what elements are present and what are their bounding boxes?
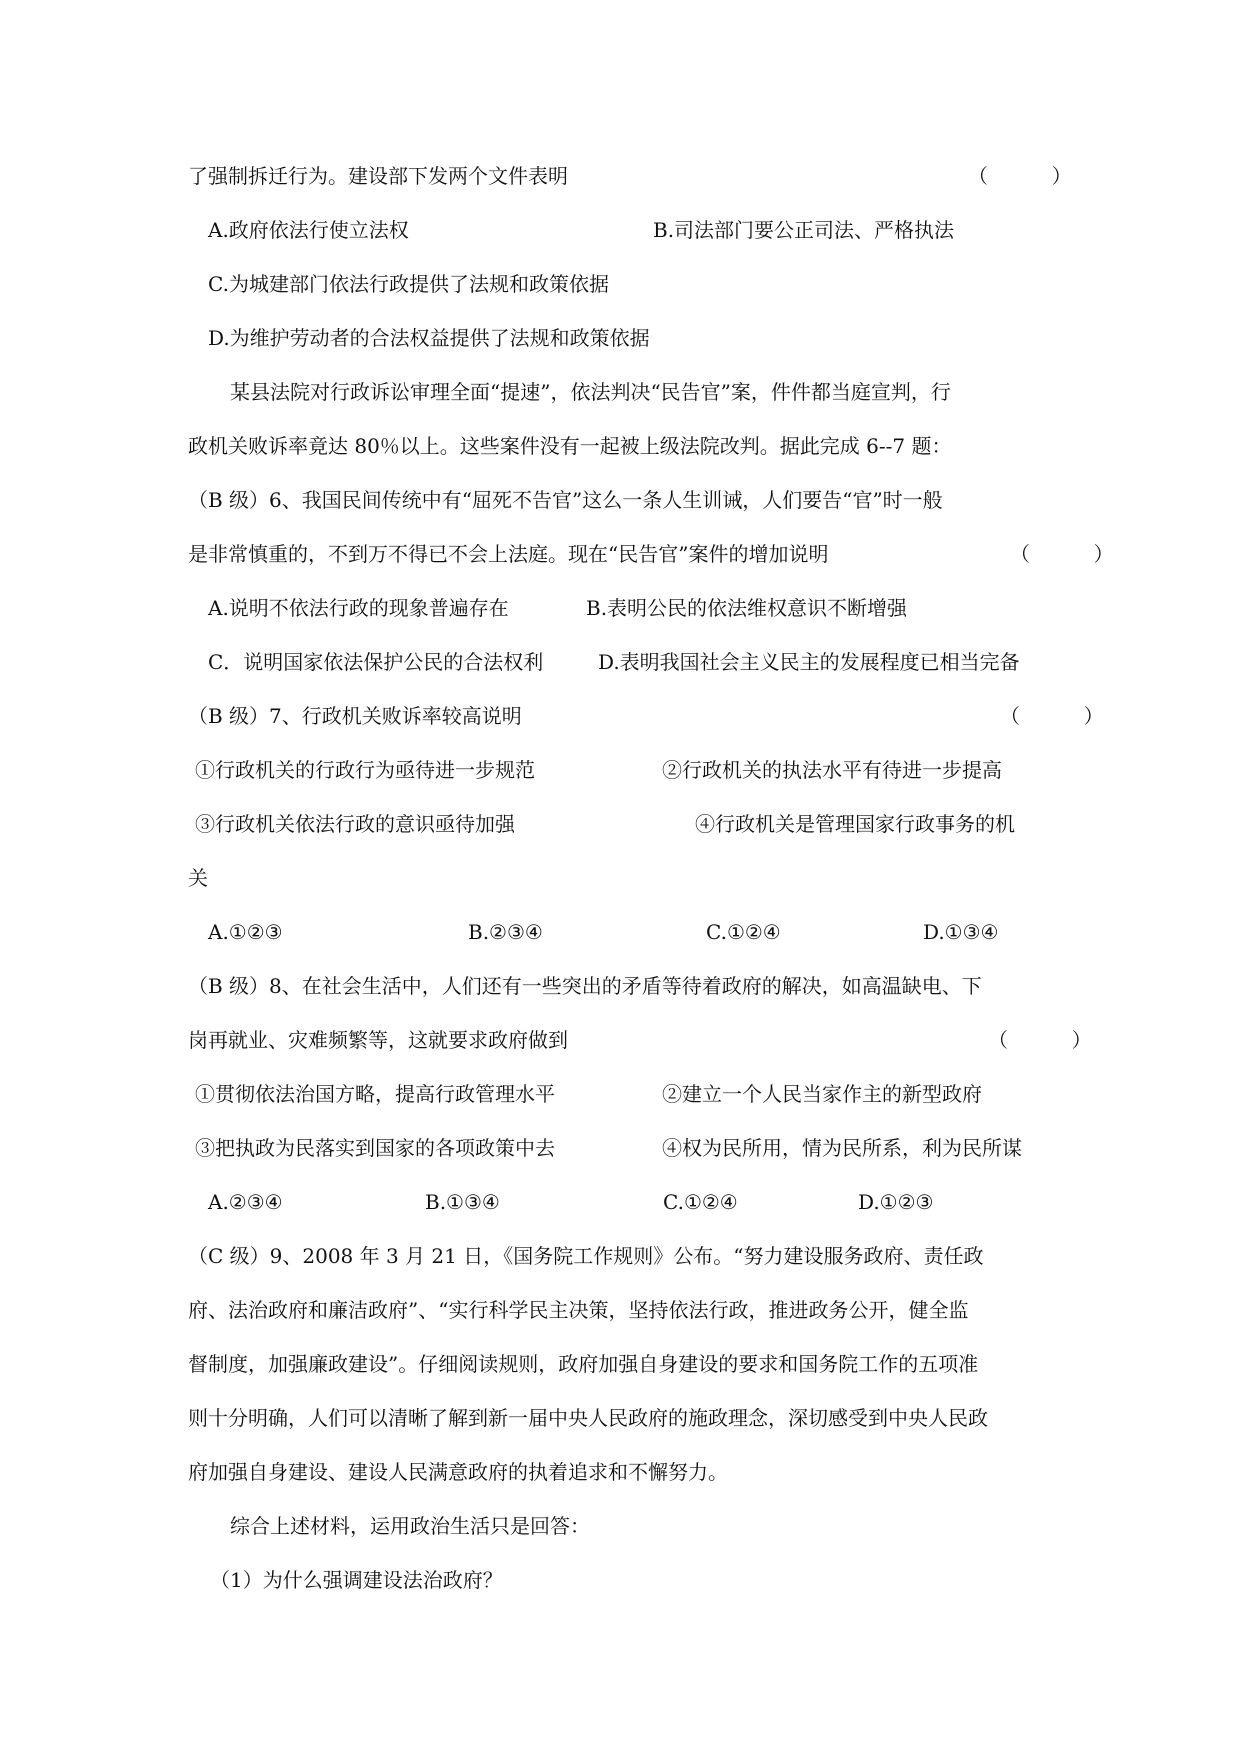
q7-answer-paren: （ ） <box>1000 704 1104 728</box>
q8-option-d: D.①②③ <box>858 1190 934 1214</box>
q9-subquestion-1: （1）为什么强调建设法治政府？ <box>210 1568 503 1592</box>
q8-option-b: B.①③④ <box>425 1190 500 1214</box>
q6-option-c: C．说明国家依法保护公民的合法权利 <box>208 650 544 674</box>
q6-line2: 是非常慎重的，不到万不得已不会上法庭。现在“民告官”案件的增加说明 <box>188 542 829 566</box>
intro67-line2: 政机关败诉率竟达 80％以上。这些案件没有一起被上级法院改判。据此完成 6--7 题： <box>188 434 952 458</box>
q8-option-c: C.①②④ <box>663 1190 738 1214</box>
q7-option-c: C.①②④ <box>706 920 781 944</box>
q7-statement-4: ④行政机关是管理国家行政事务的机 <box>695 812 1015 836</box>
q9-line1: （C 级）9、2008 年 3 月 21 日，《国务院工作规则》公布。“努力建设服务政府、责任政 <box>188 1244 984 1268</box>
q6-line1: （B 级）6、我国民间传统中有“屈死不告官”这么一条人生训诫，人们要告“官”时一般 <box>188 488 943 512</box>
q7-stem: （B 级）7、行政机关败诉率较高说明 <box>188 704 522 728</box>
q8-statement-1: ①贯彻依法治国方略，提高行政管理水平 <box>195 1082 555 1106</box>
q9-line2: 府、法治政府和廉洁政府”、“实行科学民主决策，坚持依法行政，推进政务公开，健全监 <box>188 1298 969 1322</box>
q7-statement-1: ①行政机关的行政行为亟待进一步规范 <box>195 758 535 782</box>
q5-option-b: B.司法部门要公正司法、严格执法 <box>653 218 955 242</box>
q9-prompt: 综合上述材料，运用政治生活只是回答： <box>230 1514 590 1538</box>
q7-statement-4-cont: 关 <box>188 866 208 890</box>
q6-option-a: A.说明不依法行政的现象普遍存在 <box>208 596 509 620</box>
q5-stem: 了强制拆迁行为。建设部下发两个文件表明 <box>188 164 568 188</box>
q5-option-c: C.为城建部门依法行政提供了法规和政策依据 <box>208 272 609 296</box>
q9-line4: 则十分明确，人们可以清晰了解到新一届中央人民政府的施政理念，深切感受到中央人民政 <box>188 1406 988 1430</box>
q8-line1: （B 级）8、在社会生活中，人们还有一些突出的矛盾等待着政府的解决，如高温缺电、下 <box>188 974 982 998</box>
q8-line2: 岗再就业、灾难频繁等，这就要求政府做到 <box>188 1028 568 1052</box>
q8-answer-paren: （ ） <box>988 1028 1092 1052</box>
q9-line5: 府加强自身建设、建设人民满意政府的执着追求和不懈努力。 <box>188 1460 728 1484</box>
q5-option-a: A.政府依法行使立法权 <box>208 218 409 242</box>
q5-option-d: D.为维护劳动者的合法权益提供了法规和政策依据 <box>208 326 650 350</box>
q8-statement-4: ④权为民所用，情为民所系，利为民所谋 <box>662 1136 1022 1160</box>
q7-option-d: D.①③④ <box>923 920 999 944</box>
q6-option-b: B.表明公民的依法维权意识不断增强 <box>586 596 908 620</box>
q7-statement-3: ③行政机关依法行政的意识亟待加强 <box>195 812 515 836</box>
q7-option-a: A.①②③ <box>208 920 283 944</box>
q6-answer-paren: （ ） <box>1010 542 1114 566</box>
q8-option-a: A.②③④ <box>208 1190 283 1214</box>
q9-line3: 督制度，加强廉政建设”。仔细阅读规则，政府加强自身建设的要求和国务院工作的五项准 <box>188 1352 979 1376</box>
q8-statement-3: ③把执政为民落实到国家的各项政策中去 <box>195 1136 555 1160</box>
q5-answer-paren: （ ） <box>968 164 1072 188</box>
q7-statement-2: ②行政机关的执法水平有待进一步提高 <box>662 758 1002 782</box>
q7-option-b: B.②③④ <box>468 920 543 944</box>
q8-statement-2: ②建立一个人民当家作主的新型政府 <box>662 1082 982 1106</box>
q6-option-d: D.表明我国社会主义民主的发展程度已相当完备 <box>598 650 1020 674</box>
intro67-line1: 某县法院对行政诉讼审理全面“提速”，依法判决“民告官”案，件件都当庭宣判，行 <box>230 380 951 404</box>
